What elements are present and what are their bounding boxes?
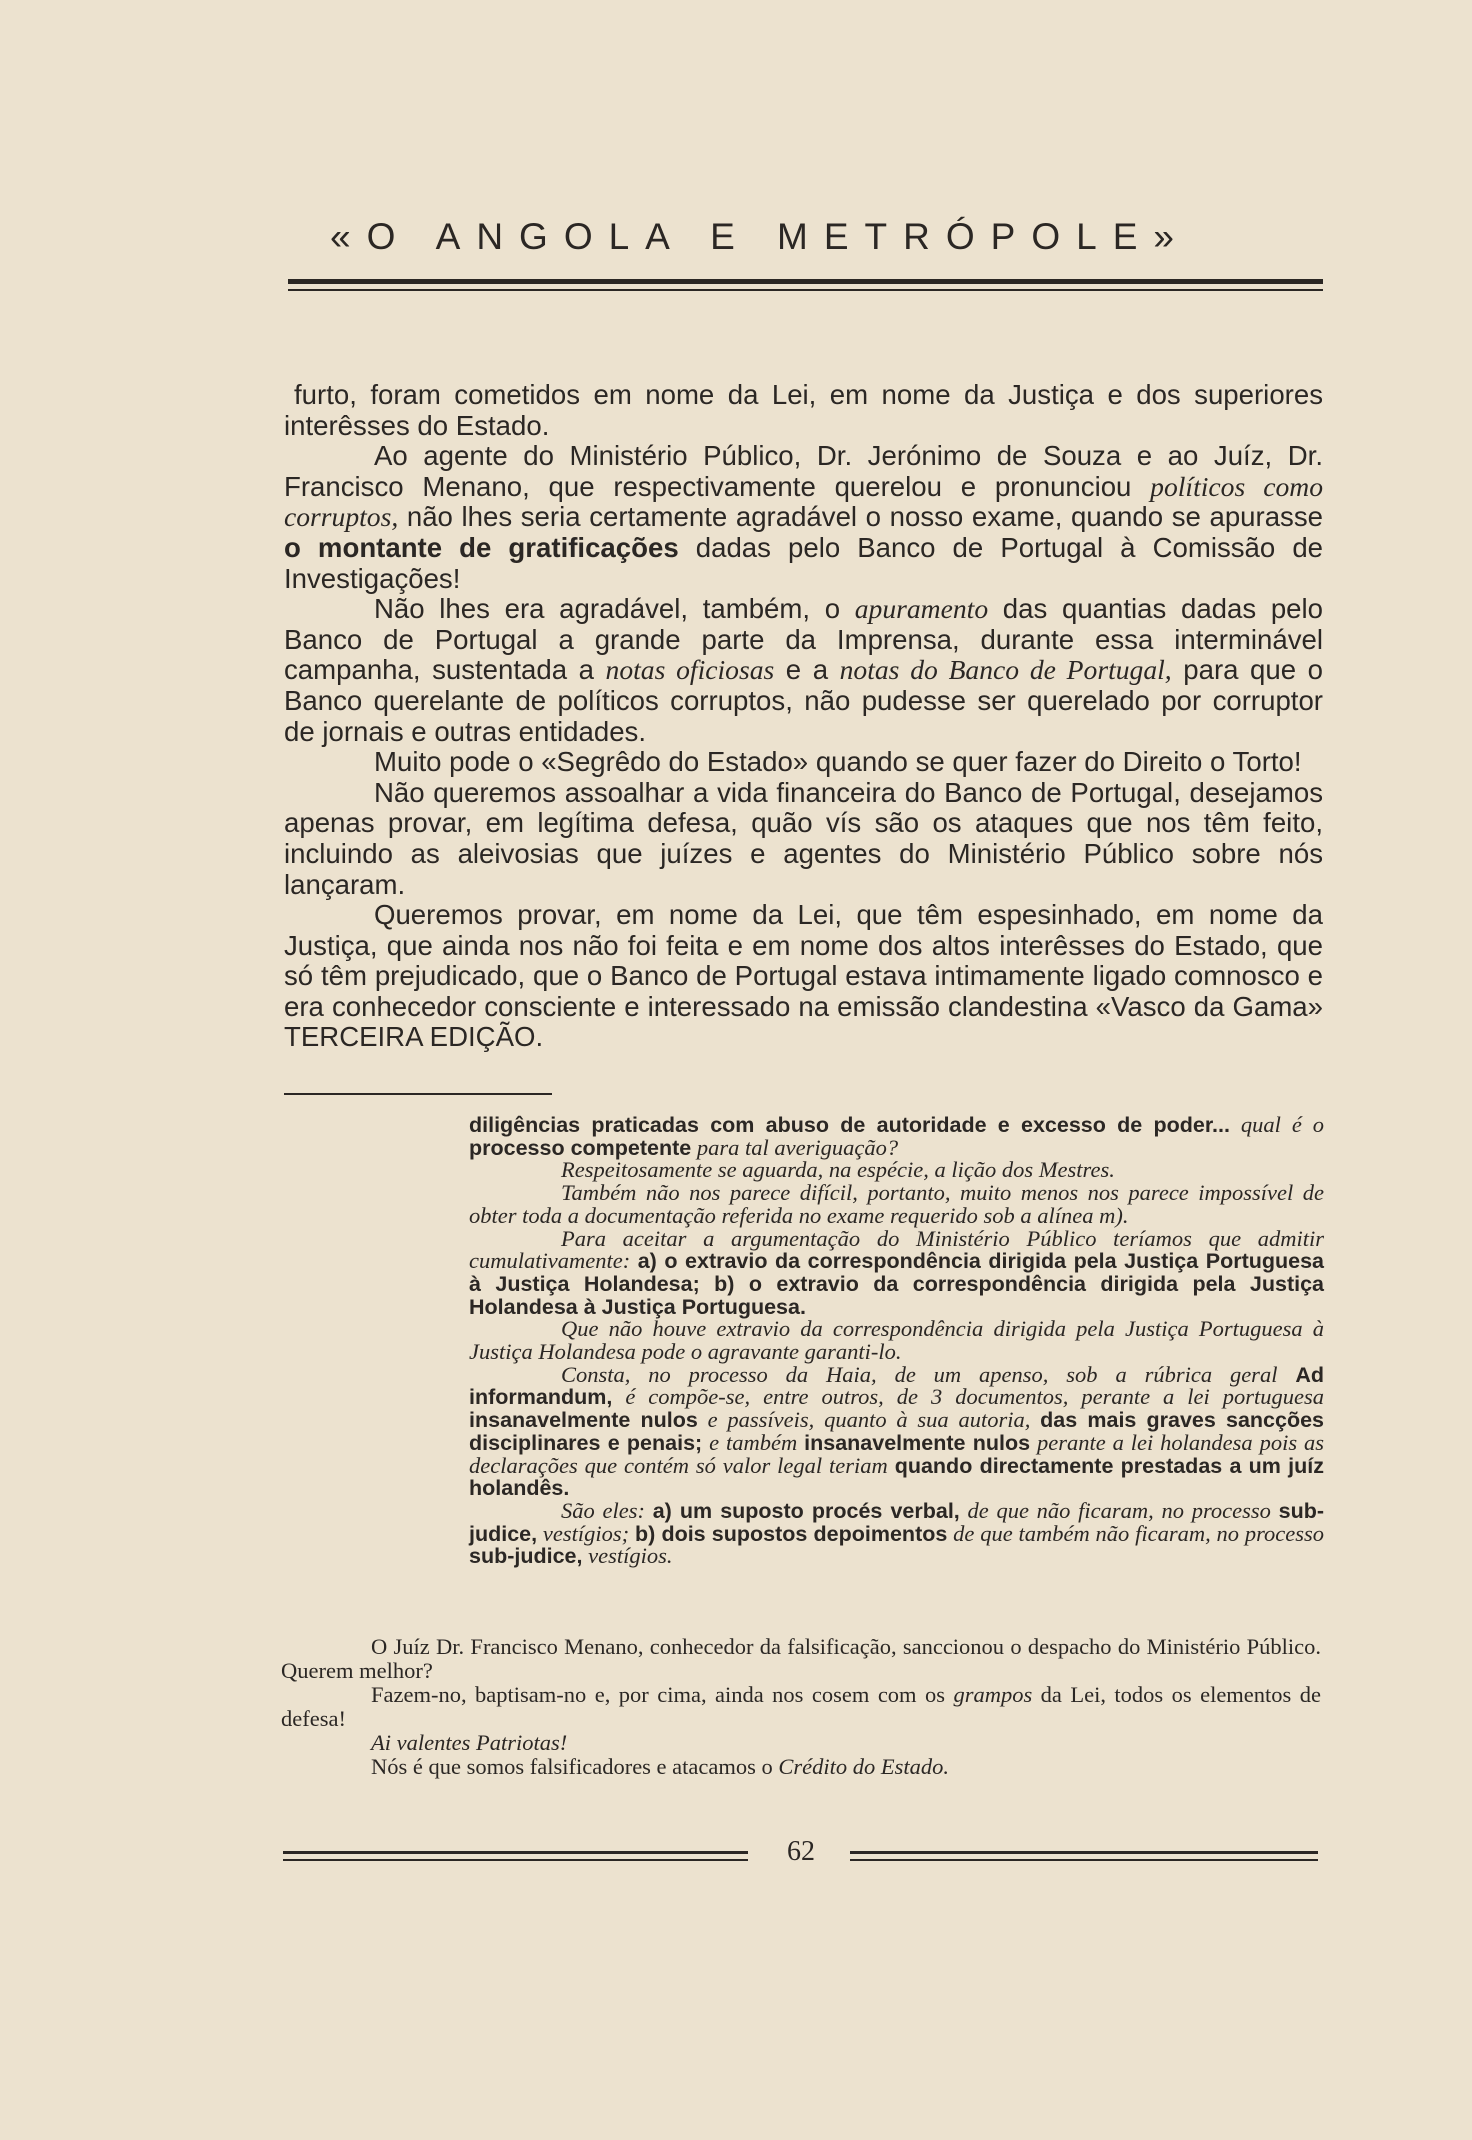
paragraph-2: Ao agente do Ministério Público, Dr. Jerónimo de Souza e ao Juíz, Dr. Francisco Menano, que respectivamente querelou e pronunciou políticos como corruptos, não lhes seria certamente agradável o nosso exame, quando se apurasse o montante de gratificações dadas pelo Banco de Portugal à Comissão de Investigações! — [284, 440, 1324, 594]
header-rule-thick — [288, 279, 1323, 284]
paragraph-6: Queremos provar, em nome da Lei, que têm espesinhado, em nome da Justiça, que ainda nos não foi feita e em nome dos altos interêsses do Estado, que só têm prejudicado, que o Banco de Portugal estava intimamente ligado comnosco e era conhecedor consciente e interessado na emissão clandestina «Vasco da Gama» TERCEIRA EDIÇÃO. — [284, 899, 1323, 1053]
quote-paragraph-3: Também não nos parece difícil, portanto, muito menos nos parece impossível de obter toda a documentação referida no exame requerido sob a alínea m). — [469, 1180, 1324, 1228]
closing-paragraph-3: Ai valentes Patriotas! — [371, 1730, 568, 1755]
footer-rule-left-thin — [283, 1859, 748, 1861]
quoted-excerpt — [469, 1114, 1324, 1568]
paragraph-3: Não lhes era agradável, também, o apuramento das quantias dadas pelo Banco de Portugal a grande parte da Imprensa, durante essa interminável campanha, sustentada a notas oficiosas e a notas do Banco de Portugal, para que o Banco querelante de políticos corruptos, não pudesse ser querelado por corruptor de jornais e outras entidades. — [284, 593, 1324, 747]
page-number: 62 — [787, 1836, 815, 1867]
footnote-rule — [284, 1093, 552, 1095]
closing-paragraph-1: O Juíz Dr. Francisco Menano, conhecedor da falsificação, sanccionou o despacho do Ministério Público. Querem melhor? — [281, 1634, 1321, 1683]
quote-paragraph-4: Para aceitar a argumentação do Ministério Público teríamos que admitir cumulativamente: a) o extravio da correspondência dirigida pela Justiça Portuguesa à Justiça Holandesa; b) o extravio da correspondência dirigida pela Justiça Holandesa à Justiça Portuguesa. — [469, 1225, 1324, 1319]
closing-paragraph-4: Nós é que somos falsificadores e atacamos o Crédito do Estado. — [371, 1754, 950, 1779]
quote-paragraph-5: Que não houve extravio da correspondência dirigida pela Justiça Portuguesa à Justiça Holandesa pode o agravante garanti-lo. — [469, 1316, 1324, 1365]
quote-paragraph-7: São eles: a) um suposto procés verbal, de que não ficaram, no processo sub-judice, vestígios; b) dois supostos depoimentos de que também não ficaram, no processo sub-judice, vestígios. — [469, 1497, 1325, 1569]
header-rule-thin — [288, 289, 1323, 291]
paragraph-1: furto, foram cometidos em nome da Lei, em nome da Justiça e dos superiores interêsses do Estado. — [284, 379, 1323, 441]
footer-rule-left-thick — [283, 1851, 748, 1854]
closing-paragraph-2: Fazem-no, baptisam-no e, por cima, ainda nos cosem com os grampos da Lei, todos os elementos de defesa! — [281, 1682, 1321, 1731]
paragraph-5: Não queremos assoalhar a vida financeira do Banco de Portugal, desejamos apenas provar, em legítima defesa, quão vís são os ataques que nos têm feito, incluindo as aleivosias que juízes e agentes do Ministério Público sobre nós lançaram. — [284, 776, 1323, 900]
quote-paragraph-2: Respeitosamente se aguarda, na espécie, a lição dos Mestres. — [561, 1157, 1115, 1183]
quote-paragraph-6: Consta, no processo da Haia, de um apenso, sob a rúbrica geral Ad informandum, é compõe-se, entre outros, de 3 documentos, perante a lei portuguesa insanavelmente nulos e passíveis, quanto à sua autoria, das mais graves sancções disciplinares e penais; e também insanavelmente nulos perante a lei holandesa pois as declarações que contém só valor legal teriam quando directamente prestadas a um juíz holandês. — [469, 1361, 1325, 1501]
footer-rule-right-thin — [850, 1859, 1318, 1861]
main-text — [284, 380, 1323, 1053]
quote-paragraph-1: diligências praticadas com abuso de autoridade e excesso de poder... qual é o processo competente para tal averiguação? — [469, 1112, 1324, 1160]
footer-rule-right-thick — [850, 1851, 1318, 1854]
closing-text — [281, 1635, 1321, 1779]
paragraph-4: Muito pode o «Segrêdo do Estado» quando se quer fazer do Direito o Torto! — [374, 746, 1302, 778]
running-head: «O ANGOLA E METRÓPOLE» — [330, 216, 1190, 257]
